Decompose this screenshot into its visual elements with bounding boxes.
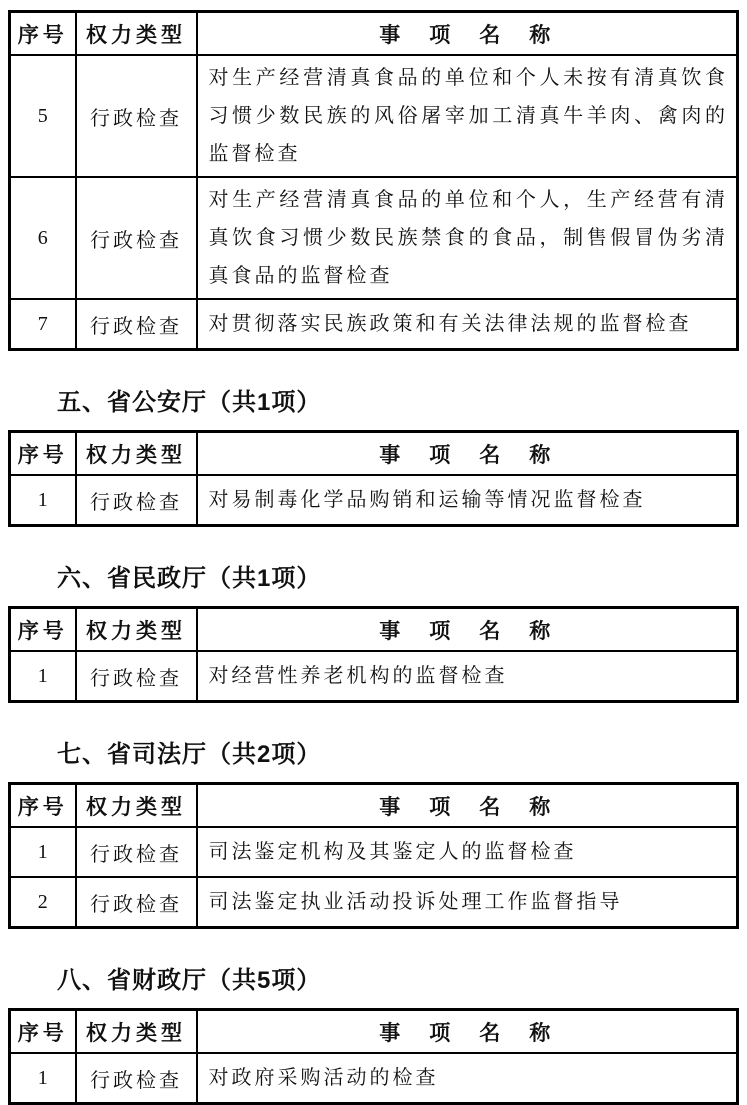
col-header-power-type: 权力类型 [76, 12, 197, 56]
col-header-power-type: 权力类型 [76, 432, 197, 476]
cell-serial: 7 [10, 299, 76, 350]
section-heading-justice: 七、省司法厅（共2项） [57, 741, 322, 768]
power-table-civil-affairs [8, 606, 739, 703]
table-header-row [10, 608, 738, 652]
cell-power-type: 行政检查 [76, 55, 197, 177]
cell-serial: 5 [10, 55, 76, 177]
col-header-item-name: 事 项 名 称 [197, 12, 738, 56]
table-row [10, 827, 738, 877]
cell-serial: 1 [10, 651, 76, 702]
cell-serial: 1 [10, 827, 76, 877]
power-table-justice [8, 782, 739, 929]
table-row [10, 475, 738, 526]
table-row [10, 299, 738, 350]
col-header-serial: 序号 [10, 432, 76, 476]
col-header-item-name: 事 项 名 称 [197, 608, 738, 652]
table-row [10, 177, 738, 299]
power-table-public-security [8, 430, 739, 527]
cell-power-type: 行政检查 [76, 299, 197, 350]
col-header-serial: 序号 [10, 608, 76, 652]
col-header-item-name: 事 项 名 称 [197, 784, 738, 828]
table-header-row [10, 12, 738, 56]
col-header-serial: 序号 [10, 1010, 76, 1054]
col-header-power-type: 权力类型 [76, 784, 197, 828]
cell-power-type: 行政检查 [76, 177, 197, 299]
col-header-power-type: 权力类型 [76, 608, 197, 652]
col-header-item-name: 事 项 名 称 [197, 1010, 738, 1054]
table-row [10, 1053, 738, 1104]
cell-serial: 1 [10, 475, 76, 526]
cell-serial: 2 [10, 877, 76, 928]
section-heading-civil-affairs: 六、省民政厅（共1项） [57, 565, 322, 592]
cell-item-name: 对生产经营清真食品的单位和个人，生产经营有清真饮食习惯少数民族禁食的食品，制售假冒伪劣清真食品的监督检查 [197, 177, 738, 299]
col-header-item-name: 事 项 名 称 [197, 432, 738, 476]
cell-serial: 1 [10, 1053, 76, 1104]
cell-power-type: 行政检查 [76, 877, 197, 928]
table-header-row [10, 1010, 738, 1054]
power-table-finance [8, 1008, 739, 1105]
table-row [10, 55, 738, 177]
cell-power-type: 行政检查 [76, 651, 197, 702]
cell-item-name: 司法鉴定机构及其鉴定人的监督检查 [197, 827, 738, 877]
col-header-serial: 序号 [10, 12, 76, 56]
table-row [10, 651, 738, 702]
cell-item-name: 对生产经营清真食品的单位和个人未按有清真饮食习惯少数民族的风俗屠宰加工清真牛羊肉、禽肉的监督检查 [197, 55, 738, 177]
cell-item-name: 对经营性养老机构的监督检查 [197, 651, 738, 702]
col-header-power-type: 权力类型 [76, 1010, 197, 1054]
col-header-serial: 序号 [10, 784, 76, 828]
cell-power-type: 行政检查 [76, 1053, 197, 1104]
table-header-row [10, 784, 738, 828]
section-heading-public-security: 五、省公安厅（共1项） [57, 389, 322, 416]
cell-item-name: 对贯彻落实民族政策和有关法律法规的监督检查 [197, 299, 738, 350]
cell-power-type: 行政检查 [76, 475, 197, 526]
table-row [10, 877, 738, 928]
section-heading-finance: 八、省财政厅（共5项） [57, 967, 322, 994]
cell-item-name: 对易制毒化学品购销和运输等情况监督检查 [197, 475, 738, 526]
power-table-continued [8, 10, 739, 351]
cell-item-name: 对政府采购活动的检查 [197, 1053, 738, 1104]
cell-item-name: 司法鉴定执业活动投诉处理工作监督指导 [197, 877, 738, 928]
cell-serial: 6 [10, 177, 76, 299]
cell-power-type: 行政检查 [76, 827, 197, 877]
table-header-row [10, 432, 738, 476]
